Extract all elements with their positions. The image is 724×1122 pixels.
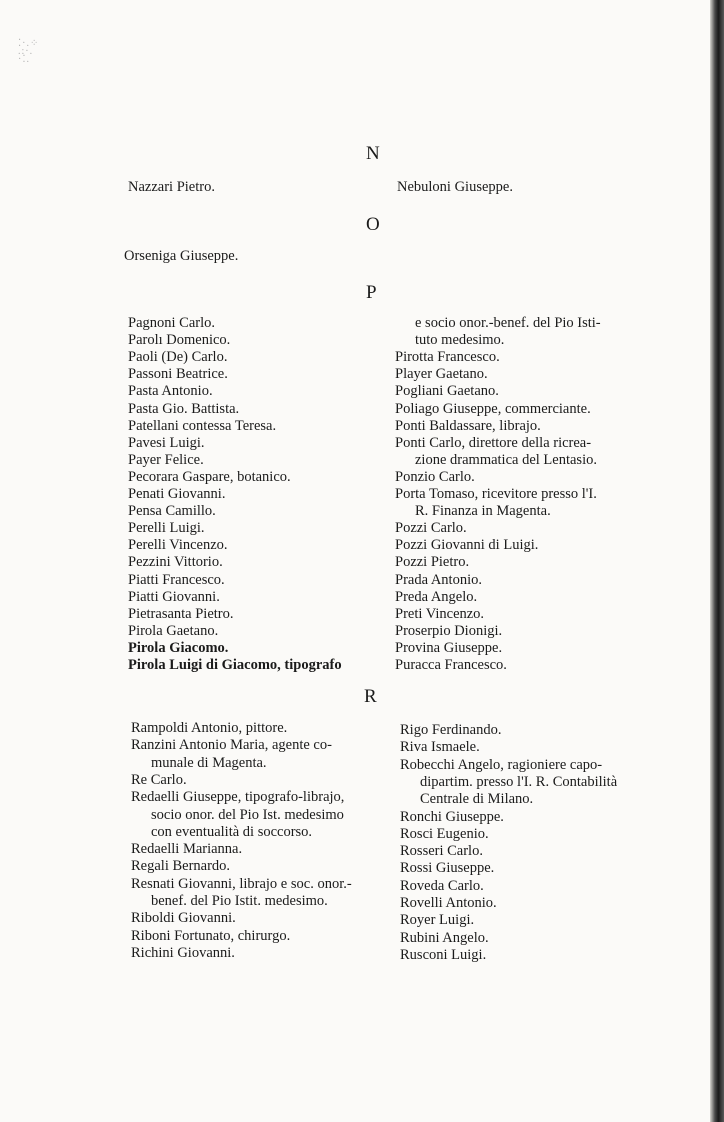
list-item: Provina Giuseppe. xyxy=(395,639,503,656)
list-item: R. Finanza in Magenta. xyxy=(415,503,551,520)
list-item: Pirola Giacomo. xyxy=(128,639,229,656)
list-item: Rosci Eugenio. xyxy=(400,825,489,842)
list-item: Parolı Domenico. xyxy=(128,332,231,349)
list-item: Nebuloni Giuseppe. xyxy=(397,179,513,195)
list-item: Orseniga Giuseppe. xyxy=(124,248,239,264)
list-item: con eventualità di soccorso. xyxy=(151,823,313,840)
list-item: Ponti Baldassare, librajo. xyxy=(395,417,541,434)
list-item: Patellani contessa Teresa. xyxy=(128,417,277,434)
list-item: tuto medesimo. xyxy=(415,332,505,349)
list-item: Poliago Giuseppe, commerciante. xyxy=(395,400,591,417)
list-item: Perelli Luigi. xyxy=(128,520,205,537)
list-item: Player Gaetano. xyxy=(395,366,488,383)
list-item: Puracca Francesco. xyxy=(395,657,507,673)
list-item: Redaelli Giuseppe, tipografo-librajo, xyxy=(131,789,345,806)
list-item: Piatti Giovanni. xyxy=(128,588,220,605)
list-item: Regali Bernardo. xyxy=(131,858,231,875)
list-item: Rusconi Luigi. xyxy=(400,946,487,963)
list-item: Rampoldi Antonio, pittore. xyxy=(131,720,288,736)
list-item: Redaelli Marianna. xyxy=(131,841,243,858)
list-item: Riboni Fortunato, chirurgo. xyxy=(131,927,291,944)
list-item: Proserpio Dionigi. xyxy=(395,622,503,639)
list-item: Rossi Giuseppe. xyxy=(400,860,495,877)
book-spine-shadow xyxy=(710,0,724,1122)
list-item: Pavesi Luigi. xyxy=(128,434,205,451)
list-item: socio onor. del Pio Ist. medesimo xyxy=(151,806,344,823)
list-item: Richini Giovanni. xyxy=(131,944,235,961)
list-item: munale di Magenta. xyxy=(151,754,267,771)
list-item: Centrale di Milano. xyxy=(420,791,534,808)
list-item: Pogliani Gaetano. xyxy=(395,383,499,400)
list-item: Pirola Luigi di Giacomo, tipografo xyxy=(128,657,342,673)
list-item: Rigo Ferdinando. xyxy=(400,722,502,738)
list-item: Preda Angelo. xyxy=(395,588,478,605)
list-item: Pasta Gio. Battista. xyxy=(128,400,240,417)
list-item: Pozzi Carlo. xyxy=(395,520,467,537)
list-item: Nazzari Pietro. xyxy=(128,179,215,195)
list-item: Pirola Gaetano. xyxy=(128,622,219,639)
list-item: Penati Giovanni. xyxy=(128,486,226,502)
list-item: Piatti Francesco. xyxy=(128,571,225,588)
list-item: benef. del Pio Istit. medesimo. xyxy=(151,893,328,909)
list-item: Royer Luigi. xyxy=(400,912,475,929)
list-item: Pozzi Pietro. xyxy=(395,554,470,571)
list-item: Payer Felice. xyxy=(128,451,204,468)
section-letter-n: N xyxy=(366,143,380,164)
margin-smudge: ⁚·.⁘ .:·. ·⁚. xyxy=(18,38,40,65)
list-item: Riva Ismaele. xyxy=(400,739,480,756)
list-item: Re Carlo. xyxy=(131,771,187,788)
section-letter-o: O xyxy=(366,214,380,235)
section-letter-p: P xyxy=(366,282,377,303)
list-item: Pagnoni Carlo. xyxy=(128,315,215,331)
list-item: Riboldi Giovanni. xyxy=(131,910,236,927)
section-letter-r: R xyxy=(364,686,377,707)
list-item: Roveda Carlo. xyxy=(400,877,484,894)
list-item: Robecchi Angelo, ragioniere capo- xyxy=(400,756,603,773)
list-item: Paoli (De) Carlo. xyxy=(128,349,228,366)
list-item: Rosseri Carlo. xyxy=(400,843,483,860)
list-item: Passoni Beatrice. xyxy=(128,366,228,383)
list-item: e socio onor.-benef. del Pio Isti- xyxy=(415,315,601,331)
list-item: Ponzio Carlo. xyxy=(395,468,475,485)
list-item: Ronchi Giuseppe. xyxy=(400,808,504,825)
list-item: Pirotta Francesco. xyxy=(395,349,500,366)
list-item: Ponti Carlo, direttore della ricrea- xyxy=(395,434,592,451)
list-item: Preti Vincenzo. xyxy=(395,605,485,622)
list-item: Pezzini Vittorio. xyxy=(128,554,223,571)
list-item: Rovelli Antonio. xyxy=(400,895,497,911)
list-item: Perelli Vincenzo. xyxy=(128,537,228,554)
list-item: Porta Tomaso, ricevitore presso l'I. xyxy=(395,486,597,502)
list-item: Pietrasanta Pietro. xyxy=(128,605,234,622)
list-item: Pensa Camillo. xyxy=(128,503,216,520)
list-item: dipartim. presso l'I. R. Contabilità xyxy=(420,773,618,790)
list-item: Ranzini Antonio Maria, agente co- xyxy=(131,737,332,754)
list-item: Pasta Antonio. xyxy=(128,383,213,400)
list-item: zione drammatica del Lentasio. xyxy=(415,451,597,468)
list-item: Pozzi Giovanni di Luigi. xyxy=(395,537,539,554)
list-item: Rubini Angelo. xyxy=(400,929,489,946)
list-item: Prada Antonio. xyxy=(395,571,482,588)
list-item: Resnati Giovanni, librajo e soc. onor.- xyxy=(131,875,352,892)
list-item: Pecorara Gaspare, botanico. xyxy=(128,468,291,485)
